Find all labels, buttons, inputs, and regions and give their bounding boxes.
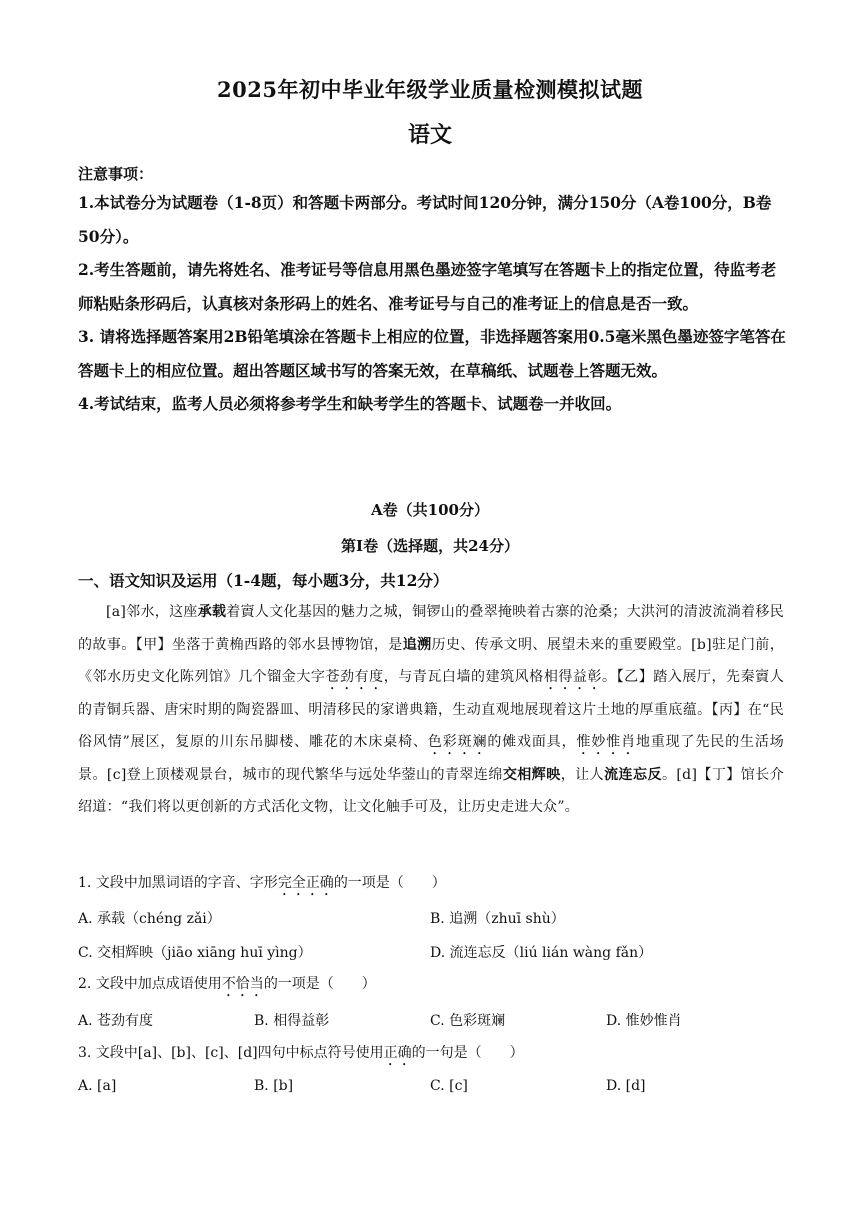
- bold-word: 承载: [197, 604, 227, 620]
- bold-word: 流连忘反: [604, 766, 662, 783]
- q1-option-d: D. 流连忘反（liú lián wàng fǎn）: [430, 945, 653, 961]
- q3-option-a: A. [a]: [78, 1078, 117, 1094]
- notes-heading: 注意事项：: [78, 165, 154, 183]
- dotted-idiom: 相得益彰: [543, 669, 603, 685]
- bold-word: 交相辉映: [502, 766, 561, 783]
- section-one-heading: 一、语文知识及运用（1-4题，每小题3分，共12分）: [78, 571, 449, 590]
- q1-option-b: B. 追溯（zhuī shù）: [430, 911, 565, 927]
- question-2: 2. 文段中加点成语使用不恰当的一项是（ ）: [78, 976, 376, 992]
- exam-title: 2025年初中毕业年级学业质量检测模拟试题: [217, 77, 643, 102]
- q2-option-d: D. 惟妙惟肖: [606, 1013, 682, 1029]
- q1-option-c: C. 交相辉映（jiāo xiāng huī yìng）: [78, 945, 312, 961]
- reading-passage: [a]邻水，这座承载着賨人文化基因的魅力之城，铜锣山的叠翠掩映着古寨的沧桑；大洪河的清波流淌着移民的故事。【甲】坐落于黄桷西路的邻水县博物馆，是追溯历史、传承文明、展望未来的重要殿堂。[b]驻足门前，《邻水历史文化陈列馆》几个镏金大字苍劲有度，与青瓦白墙的建筑风格相得益彰。【乙】踏入展厅，先秦賨人的青铜兵器、唐宋时期的陶瓷器皿、明清移民的家谱典籍，生动直观地展现着这片土地的厚重底蕴。【丙】在“民俗风情”展区，复原的川东吊脚楼、雕花的木床桌椅、色彩斑斓的傩戏面具，惟妙惟肖地重现了先民的生活场景。[c]登上顶楼观景台，城市的现代繁华与远处华蓥山的青翠连绵交相辉映，让人流连忘反。[d]【丁】馆长介绍道：“我们将以更创新的方式活化文物，让文化触手可及，让历史走进大众”。: [78, 604, 785, 815]
- q3-option-c: C. [c]: [430, 1078, 468, 1094]
- exam-notes: [78, 162, 786, 421]
- note-item: 4.考试结束，监考人员必须将参考学生和缺考学生的答题卡、试题卷一并收回。: [78, 394, 622, 413]
- bold-word: 追溯: [402, 636, 432, 653]
- question-3: 3. 文段中[a]、[b]、[c]、[d]四句中标点符号使用正确的一句是（ ）: [78, 1045, 524, 1061]
- q2-option-a: A. 苍劲有度: [78, 1013, 154, 1029]
- q2-option-c: C. 色彩斑斓: [430, 1013, 506, 1029]
- note-item: 2.考生答题前，请先将姓名、准考证号等信息用黑色墨迹签字笔填写在答题卡上的指定位置，待监考老师粘贴条形码后，认真核对条形码上的姓名、准考证号与自己的准考证上的信息是否一致。: [78, 260, 777, 313]
- q2-option-b: B. 相得益彰: [254, 1013, 330, 1029]
- q3-option-b: B. [b]: [254, 1078, 294, 1094]
- dotted-idiom: 色彩斑斓: [427, 734, 488, 750]
- part-one-heading: 第Ⅰ卷（选择题，共24分）: [341, 537, 519, 555]
- note-item: 1.本试卷分为试题卷（1-8页）和答题卡两部分。考试时间120分钟，满分150分（A卷100分，B卷50分）。: [78, 193, 772, 246]
- q1-option-a: A. 承载（chéng zǎi）: [78, 911, 221, 927]
- note-item: 3. 请将选择题答案用2B铅笔填涂在答题卡上相应的位置，非选择题答案用0.5毫米黑色墨迹签字笔答在答题卡上的相应位置。超出答题区域书写的答案无效，在草稿纸、试题卷上答题无效。: [78, 327, 786, 380]
- dotted-idiom: 苍劲有度: [325, 669, 384, 685]
- dotted-idiom: 惟妙惟肖: [576, 734, 636, 750]
- q3-option-d: D. [d]: [606, 1078, 646, 1094]
- section-a-heading: A卷（共100分）: [371, 501, 489, 519]
- question-1: 1. 文段中加黑词语的字音、字形完全正确的一项是（ ）: [78, 875, 446, 891]
- subject-title: 语文: [407, 122, 452, 148]
